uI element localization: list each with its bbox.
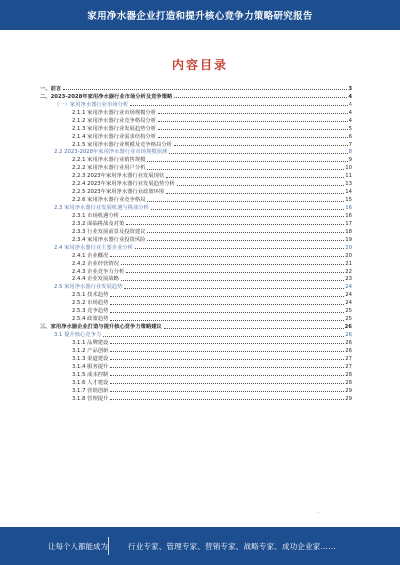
toc-entry-text: 2.5.1 技术趋势 xyxy=(72,292,109,299)
toc-page-number: 9 xyxy=(348,157,352,164)
toc-page-number: 7 xyxy=(348,141,352,148)
toc-entry-text: 2.3 家用净水器行业发展机遇与挑战分析 xyxy=(54,205,149,211)
footer-divider xyxy=(108,537,109,555)
toc-page-number: 13 xyxy=(345,181,352,188)
toc-entry-text: 2.3.1 市场机遇分析 xyxy=(72,212,119,219)
toc-entry-text: 3.1 提升核心竞争力 xyxy=(54,332,102,338)
toc-entry-text: 2.4.1 企业概况 xyxy=(72,252,109,259)
toc-leader-dots xyxy=(121,216,344,217)
toc-leader-dots xyxy=(147,161,347,162)
toc-page-number: 24 xyxy=(345,284,352,291)
toc-entry[interactable] xyxy=(40,100,352,108)
toc-entry-text: 2.3.3 行业发展前景及投资建议 xyxy=(72,228,146,235)
toc-entry-text: 2.1.5 家用净水器行业规模及竞争格局分析 xyxy=(72,141,172,148)
toc-entry-text: 2.3.4 家用净水器行业投资风险 xyxy=(72,236,146,243)
toc-entry[interactable] xyxy=(40,275,352,283)
toc-page-number: 5 xyxy=(348,125,352,132)
table-of-contents xyxy=(40,84,352,402)
toc-entry-text: 3.1.7 营销创新 xyxy=(72,387,109,394)
toc-entry[interactable] xyxy=(40,235,352,243)
toc-page-number: 23 xyxy=(345,276,352,283)
toc-entry-text: 2.3.2 面临挑战及对策 xyxy=(72,220,125,227)
toc-leader-dots xyxy=(147,240,344,241)
toc-entry[interactable] xyxy=(40,330,352,338)
toc-page-number: 11 xyxy=(345,173,352,180)
report-title: 家用净水器企业打造和提升核心竞争力策略研究报告 xyxy=(87,11,313,22)
toc-page-number: 20 xyxy=(345,244,352,251)
toc-page-number: 4 xyxy=(348,117,352,124)
toc-entry[interactable] xyxy=(40,370,352,378)
toc-entry[interactable] xyxy=(40,92,352,100)
toc-leader-dots xyxy=(110,375,344,376)
toc-leader-dots xyxy=(174,97,347,98)
toc-page-number: 21 xyxy=(345,260,352,267)
toc-entry[interactable] xyxy=(40,171,352,179)
toc-page-number: 4 xyxy=(348,109,352,116)
toc-entry-text: 2.5.3 竞争趋势 xyxy=(72,308,109,315)
toc-page-number: 24 xyxy=(345,300,352,307)
toc-leader-dots xyxy=(110,383,344,384)
toc-page-number: 26 xyxy=(344,324,352,331)
toc-entry-text: 三、家用净水器企业打造与提升核心竞争力策略建议 xyxy=(40,324,162,331)
toc-page-number: 10 xyxy=(345,165,352,172)
toc-leader-dots xyxy=(158,121,348,122)
toc-leader-dots xyxy=(110,320,344,321)
toc-leader-dots xyxy=(110,296,344,297)
toc-leader-dots xyxy=(63,89,347,90)
toc-leader-dots xyxy=(110,351,344,352)
toc-entry[interactable] xyxy=(40,219,352,227)
toc-entry[interactable] xyxy=(40,282,352,290)
toc-page-number: 19 xyxy=(345,236,352,243)
toc-page-number: 25 xyxy=(345,316,352,323)
footer-slogan: 让每个人都能成为 xyxy=(48,542,108,551)
toc-entry[interactable] xyxy=(40,362,352,370)
footer-tagline: 行业专家、管理专家、营销专家、战略专家、成功企业家…… xyxy=(128,542,336,551)
toc-entry-text: （一）家用净水器行业市场分析 xyxy=(54,101,129,108)
toc-entry[interactable] xyxy=(40,314,352,322)
toc-page-number: 14 xyxy=(345,189,352,196)
toc-leader-dots xyxy=(164,328,344,329)
toc-leader-dots xyxy=(121,264,344,265)
toc-entry-text: 一、前言 xyxy=(40,85,62,92)
toc-entry-text: 3.1.8 管理提升 xyxy=(72,395,109,402)
toc-entry-text: 2.2.2 家用净水器行业用户分析 xyxy=(72,165,146,172)
toc-entry-text: 2.2.4 2023年家用净水器行业发展趋势分析 xyxy=(72,181,175,188)
report-header xyxy=(0,0,400,30)
toc-entry[interactable] xyxy=(40,124,352,132)
toc-entry[interactable] xyxy=(40,378,352,386)
toc-entry-text: 2.1.2 家用净水器行业竞争格局分析 xyxy=(72,117,157,124)
toc-leader-dots xyxy=(158,137,348,138)
toc-entry[interactable] xyxy=(40,163,352,171)
toc-entry[interactable] xyxy=(40,298,352,306)
toc-page-number: 27 xyxy=(345,355,352,362)
toc-entry-text: 3.1.1 品牌建设 xyxy=(72,339,109,346)
toc-entry[interactable] xyxy=(40,155,352,163)
toc-page-number: 22 xyxy=(345,268,352,275)
toc-leader-dots xyxy=(130,105,347,106)
toc-leader-dots xyxy=(110,367,344,368)
toc-leader-dots xyxy=(158,113,348,114)
toc-entry[interactable] xyxy=(40,203,352,211)
toc-entry-text: 2.4.2 企业经营情况 xyxy=(72,260,119,267)
toc-entry[interactable] xyxy=(40,322,352,330)
toc-leader-dots xyxy=(103,336,344,337)
toc-page-number: 26 xyxy=(345,339,352,346)
toc-page-number: 3 xyxy=(348,85,352,92)
toc-leader-dots xyxy=(147,201,344,202)
toc-entry-text: 3.1.4 服务提升 xyxy=(72,363,109,370)
toc-leader-dots xyxy=(166,193,344,194)
toc-leader-dots xyxy=(169,153,347,154)
toc-entry[interactable] xyxy=(40,211,352,219)
toc-entry-text: 3.1.6 人才建设 xyxy=(72,379,109,386)
toc-page-number: 8 xyxy=(348,149,352,156)
toc-leader-dots xyxy=(174,145,348,146)
toc-page-number: 18 xyxy=(345,228,352,235)
toc-page-number: 25 xyxy=(345,308,352,315)
toc-entry-text: 2.2.6 家用净水器行业竞争格局 xyxy=(72,197,146,204)
toc-entry-text: 2.5.4 政策趋势 xyxy=(72,316,109,323)
toc-entry-text: 3.1.3 渠道建设 xyxy=(72,355,109,362)
toc-entry[interactable] xyxy=(40,195,352,203)
toc-page-number: 16 xyxy=(345,205,352,211)
toc-entry[interactable] xyxy=(40,179,352,187)
toc-entry-text: 2.2 2023-2028年家用净水器行业市场规模预测 xyxy=(54,149,168,156)
toc-entry[interactable] xyxy=(40,338,352,346)
toc-leader-dots xyxy=(110,399,344,400)
toc-page-number: 20 xyxy=(345,252,352,259)
toc-entry[interactable] xyxy=(40,386,352,394)
page-dot: · xyxy=(318,510,320,516)
toc-page-number: 29 xyxy=(345,395,352,402)
toc-page-number: 17 xyxy=(345,220,352,227)
toc-leader-dots xyxy=(147,232,344,233)
toc-entry[interactable] xyxy=(40,290,352,298)
toc-leader-dots xyxy=(151,209,344,210)
toc-entry-text: 2.4.3 企业竞争力分析 xyxy=(72,268,125,275)
toc-leader-dots xyxy=(126,272,344,273)
toc-leader-dots xyxy=(110,256,344,257)
toc-entry[interactable] xyxy=(40,140,352,148)
toc-entry-text: 2.2.5 2023年家用净水器行业政策环境 xyxy=(72,189,165,196)
toc-leader-dots xyxy=(110,312,344,313)
toc-page-number: 24 xyxy=(345,292,352,299)
toc-page-number: 6 xyxy=(348,133,352,140)
toc-leader-dots xyxy=(177,185,344,186)
toc-title: 内容目录 xyxy=(171,58,228,72)
toc-entry[interactable] xyxy=(40,346,352,354)
toc-leader-dots xyxy=(135,248,344,249)
toc-page-number: 29 xyxy=(345,387,352,394)
toc-leader-dots xyxy=(110,304,344,305)
toc-page-number: 16 xyxy=(345,212,352,219)
footer-banner xyxy=(0,527,400,565)
toc-entry-text: 3.1.5 成本控制 xyxy=(72,371,109,378)
toc-entry[interactable] xyxy=(40,187,352,195)
toc-entry[interactable] xyxy=(40,108,352,116)
toc-entry-text: 2.1.1 家用净水器行业市场规模分析 xyxy=(72,109,157,116)
toc-entry-text: 3.1.2 产品创新 xyxy=(72,347,109,354)
toc-entry-text: 2.1.4 家用净水器行业需求结构分析 xyxy=(72,133,157,140)
toc-leader-dots xyxy=(110,359,344,360)
toc-entry[interactable] xyxy=(40,132,352,140)
toc-entry[interactable] xyxy=(40,243,352,251)
toc-leader-dots xyxy=(121,280,344,281)
toc-leader-dots xyxy=(158,129,348,130)
toc-entry-text: 2.4 家用净水器行业主要企业分析 xyxy=(54,244,133,251)
toc-page-number: 26 xyxy=(345,347,352,354)
toc-entry-text: 2.1.3 家用净水器行业发展趋势分析 xyxy=(72,125,157,132)
toc-entry[interactable] xyxy=(40,227,352,235)
toc-entry-text: 2.4.4 企业发展战略 xyxy=(72,276,119,283)
toc-leader-dots xyxy=(110,343,344,344)
toc-entry[interactable] xyxy=(40,354,352,362)
toc-leader-dots xyxy=(110,391,344,392)
toc-page-number: 28 xyxy=(345,371,352,378)
toc-page-number: 4 xyxy=(348,101,352,108)
toc-entry[interactable] xyxy=(40,267,352,275)
toc-page-number: 28 xyxy=(345,379,352,386)
toc-page-number: 15 xyxy=(345,197,352,204)
toc-entry[interactable] xyxy=(40,148,352,156)
toc-entry[interactable] xyxy=(40,84,352,92)
toc-entry[interactable] xyxy=(40,306,352,314)
toc-entry[interactable] xyxy=(40,259,352,267)
toc-entry-text: 2.2.1 家用净水器行业销售规模 xyxy=(72,157,146,164)
toc-entry-text: 2.2.3 2023年家用净水器行业发展现状 xyxy=(72,173,165,180)
toc-entry-text: 二、2023-2028年家用净水器行业市场分析及竞争策略 xyxy=(40,93,173,100)
toc-entry[interactable] xyxy=(40,394,352,402)
toc-leader-dots xyxy=(124,288,344,289)
toc-entry-text: 2.5.2 市场趋势 xyxy=(72,300,109,307)
toc-entry[interactable] xyxy=(40,251,352,259)
toc-leader-dots xyxy=(166,177,344,178)
toc-entry-text: 2.5 家用净水器行业发展趋势 xyxy=(54,284,123,291)
toc-leader-dots xyxy=(147,169,344,170)
toc-page-number: 4 xyxy=(348,93,352,100)
toc-leader-dots xyxy=(126,224,344,225)
toc-page-number: 26 xyxy=(345,332,352,338)
toc-entry[interactable] xyxy=(40,116,352,124)
toc-page-number: 27 xyxy=(345,363,352,370)
